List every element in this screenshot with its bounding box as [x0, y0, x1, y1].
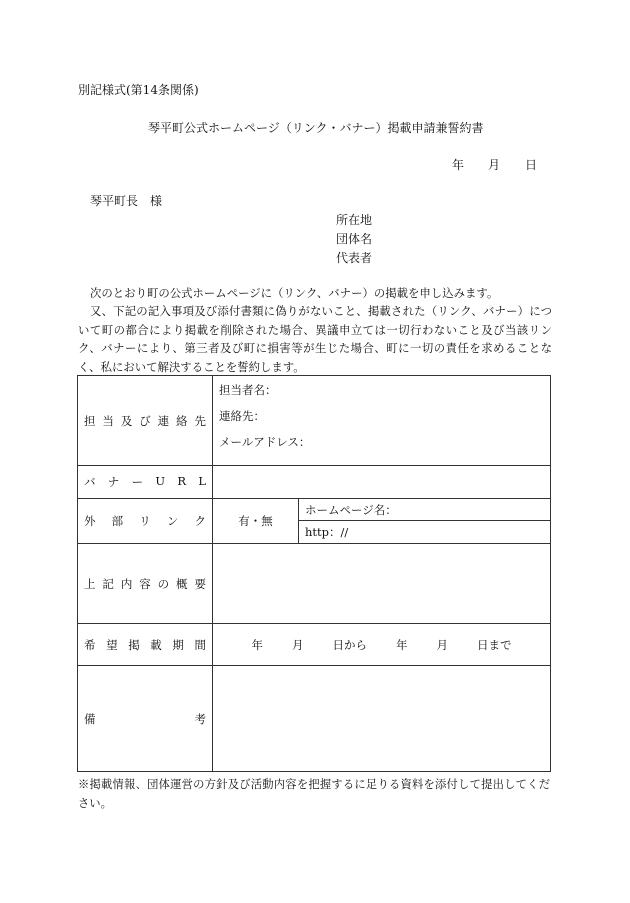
period-to-month: 月 [436, 637, 448, 652]
representative-label: 代表者 [336, 251, 373, 265]
remarks-label [84, 711, 206, 727]
footnote: ※掲載情報、団体運営の方針及び活動内容を把握するに足りる資料を添付して提出してください。 [78, 778, 550, 810]
remarks-label-char-1: 備 [84, 711, 96, 726]
period-from-month: 月 [292, 637, 304, 652]
contact-details-cell[interactable] [213, 376, 551, 466]
period-row [78, 624, 551, 666]
period-to-year: 年 [396, 637, 408, 652]
date-month: 月 [488, 158, 501, 172]
period-label-cell [78, 624, 213, 666]
banner-url-row [78, 466, 551, 499]
period-to-day: 日まで [477, 637, 512, 652]
banner-url-label-cell [78, 466, 213, 499]
external-link-label-cell [78, 499, 213, 544]
addressee: 琴平町長 様 [90, 194, 163, 208]
period-label: 希 望 掲 載 期 間 [84, 637, 206, 652]
banner-url-label: バ ナ ー U R L [84, 474, 206, 489]
contact-label: 担 当 及 び 連 絡 先 [84, 413, 206, 428]
date-day: 日 [525, 158, 538, 172]
remarks-label-cell [78, 666, 213, 772]
application-statement: 次のとおり町の公式ホームページに（リンク、バナー）の掲載を申し込みます。 [90, 286, 499, 300]
contact-row [78, 376, 551, 466]
summary-field[interactable] [213, 544, 551, 624]
contact-person-label: 担当者名： [219, 382, 277, 397]
period-from-year: 年 [251, 637, 263, 652]
remarks-row [78, 666, 551, 772]
summary-label: 上 記 内 容 の 概 要 [84, 576, 206, 591]
document-title: 琴平町公式ホームページ（リンク・バナー）掲載申請兼誓約書 [148, 121, 484, 135]
contact-info-label: 連絡先： [219, 408, 265, 423]
summary-row [78, 544, 551, 624]
homepage-name-field[interactable] [299, 499, 551, 521]
contact-label-cell [78, 376, 213, 466]
application-form-table [77, 375, 551, 772]
remarks-label-char-2: 考 [194, 711, 206, 726]
homepage-name-label: ホームページ名： [305, 502, 397, 517]
pledge-statement: 又、下記の記入事項及び添付書類に偽りがないこと、掲載された（リンク、バナー）について町の都合により掲載を削除された場合、異議申立ては一切行わないこと及び当該リンク、バナーにより、第三者及び町に損害等が生じた場合、町に一切の責任を求めることなく、私において解決することを誓約します。 [78, 304, 552, 374]
period-from-day: 日から [332, 637, 367, 652]
period-values [219, 637, 544, 653]
date-year: 年 [452, 158, 465, 172]
period-field[interactable] [213, 624, 551, 666]
group-name-label: 団体名 [336, 232, 373, 246]
address-label: 所在地 [336, 213, 373, 227]
form-number: 別記様式(第14条関係) [78, 83, 199, 97]
external-link-row [78, 499, 551, 521]
url-prefix: http：// [305, 525, 349, 539]
banner-url-field[interactable] [213, 466, 551, 499]
external-link-label: 外 部 リ ン ク [84, 514, 206, 528]
remarks-field[interactable] [213, 666, 551, 772]
presence-cell[interactable] [213, 499, 299, 544]
summary-label-cell [78, 544, 213, 624]
email-label: メールアドレス： [219, 434, 311, 449]
link-url-field[interactable] [299, 521, 551, 544]
presence-choice: 有・無 [238, 514, 273, 528]
